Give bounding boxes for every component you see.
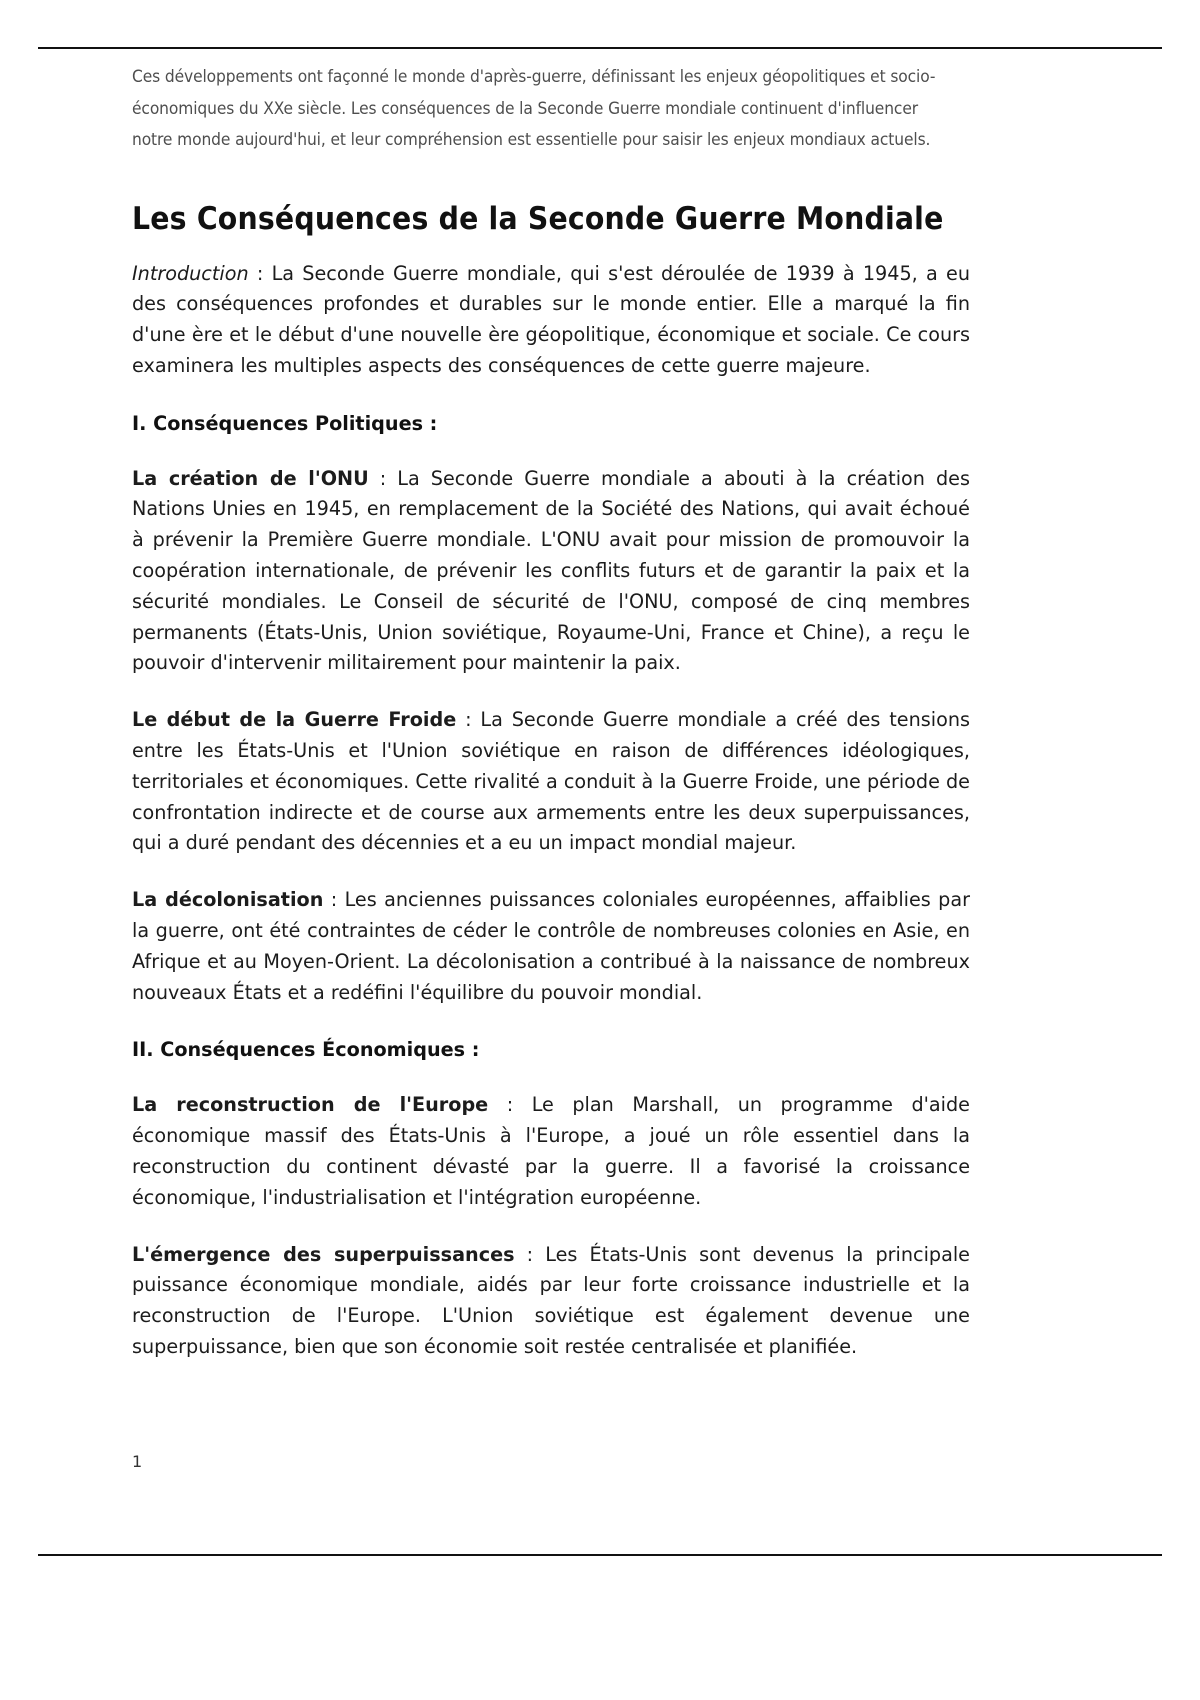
paragraph-lead: La décolonisation	[132, 888, 324, 912]
paragraph-lead: Le début de la Guerre Froide	[132, 708, 457, 732]
section-heading-politiques: I. Conséquences Politiques :	[132, 411, 438, 435]
section-heading-economiques: II. Conséquences Économiques :	[132, 1038, 480, 1062]
paragraph-decolonisation	[132, 885, 970, 1008]
introduction-lead: Introduction	[132, 261, 249, 285]
paragraph-text: Les anciennes puissances coloniales européennes, affaiblies par la guerre, ont été contraintes de céder le contrôle de nombreuses colonies en Asie, en Afrique et au Moyen-Orient. La décolonisation a contribué à la naissance de nombreux nouveaux États et a redéfini l'équilibre du pouvoir mondial.	[132, 888, 970, 1004]
document-content	[132, 62, 970, 1363]
carryover-paragraph: Ces développements ont façonné le monde d'après-guerre, définissant les enjeux géopolitiques et socio-économiques du XXe siècle. Les conséquences de la Seconde Guerre mondiale continuent d'influencer notre monde aujourd'hui, et leur compréhension est essentielle pour saisir les enjeux mondiaux actuels.	[132, 67, 936, 150]
paragraph-reconstruction-europe	[132, 1090, 970, 1213]
paragraph-separator: :	[368, 466, 398, 490]
paragraph-lead: La création de l'ONU	[132, 466, 369, 490]
page-title: Les Conséquences de la Seconde Guerre Mondiale	[132, 200, 944, 237]
introduction-text: La Seconde Guerre mondiale, qui s'est déroulée de 1939 à 1945, a eu des conséquences profondes et durables sur le monde entier. Elle a marqué la fin d'une ère et le début d'une nouvelle ère géopolitique, économique et sociale. Ce cours examinera les multiples aspects des conséquences de cette guerre majeure.	[132, 261, 970, 377]
paragraph-lead: L'émergence des superpuissances	[132, 1242, 515, 1266]
page-number: 1	[132, 1452, 143, 1471]
header-divider-rule	[38, 47, 1162, 49]
paragraph-separator: :	[456, 708, 481, 732]
paragraph-text: La Seconde Guerre mondiale a créé des tensions entre les États-Unis et l'Union soviétique en raison de différences idéologiques, territoriales et économiques. Cette rivalité a conduit à la Guerre Froide, une période de confrontation indirecte et de course aux armements entre les deux superpuissances, qui a duré pendant des décennies et a eu un impact mondial majeur.	[132, 708, 970, 855]
paragraph-guerre-froide	[132, 705, 970, 859]
footer-divider-rule	[38, 1554, 1162, 1556]
paragraph-text: Le plan Marshall, un programme d'aide économique massif des États-Unis à l'Europe, a joué un rôle essentiel dans la reconstruction du continent dévasté par la guerre. Il a favorisé la croissance économique, l'industrialisation et l'intégration européenne.	[132, 1093, 970, 1209]
paragraph-creation-onu	[132, 464, 970, 680]
paragraph-separator: :	[323, 888, 345, 912]
paragraph-lead: La reconstruction de l'Europe	[132, 1093, 489, 1117]
paragraph-text: Les États-Unis sont devenus la principale puissance économique mondiale, aidés par leur forte croissance industrielle et la reconstruction de l'Europe. L'Union soviétique est également devenue une superpuissance, bien que son économie soit restée centralisée et planifiée.	[132, 1242, 970, 1359]
paragraph-emergence-superpuissances	[132, 1240, 970, 1363]
paragraph-text: La Seconde Guerre mondiale a abouti à la création des Nations Unies en 1945, en remplacement de la Société des Nations, qui avait échoué à prévenir la Première Guerre mondiale. L'ONU avait pour mission de promouvoir la coopération internationale, de prévenir les conflits futurs et de garantir la paix et la sécurité mondiales. Le Conseil de sécurité de l'ONU, composé de cinq membres permanents (États-Unis, Union soviétique, Royaume-Uni, France et Chine), a reçu le pouvoir d'intervenir militairement pour maintenir la paix.	[132, 466, 970, 675]
paragraph-separator: :	[514, 1242, 546, 1266]
introduction-separator: :	[248, 261, 272, 285]
introduction-paragraph	[132, 259, 970, 382]
paragraph-separator: :	[488, 1093, 532, 1117]
